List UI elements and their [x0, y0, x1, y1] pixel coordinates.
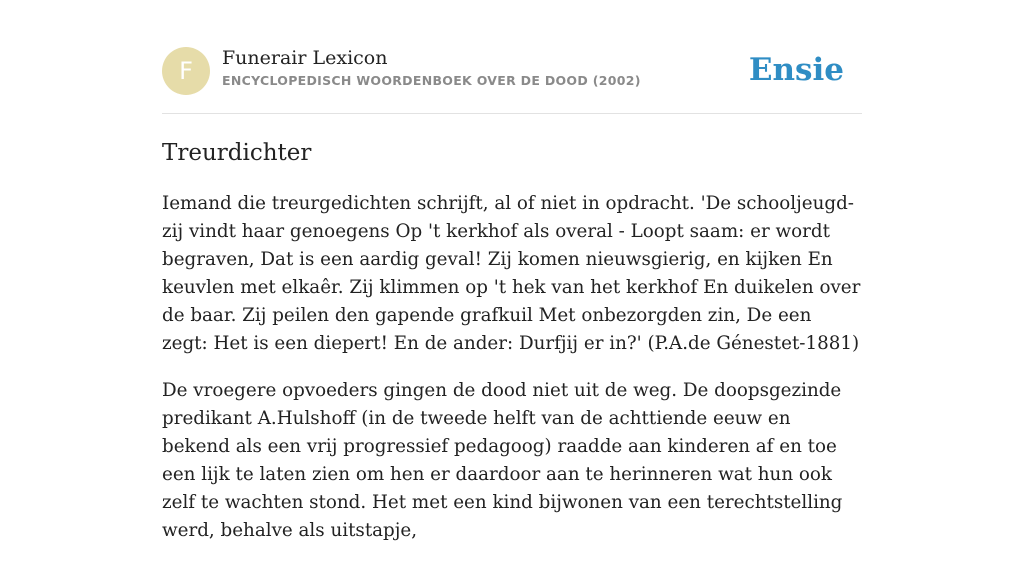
- entry-paragraph-2: De vroegere opvoeders gingen de dood niet uit de weg. De doopsgezinde predikant A.Hulshoff (in de tweede helft van de achttiende eeuw en bekend als een vrij progressief pedagoog) raadde aan kinderen af en toe een lijk te laten zien om hen er daardoor aan te herinneren wat hun ook zelf te wachten stond. Het met een kind bijwonen van een terechtstelling werd, behalve als uitstapje,: [162, 380, 843, 541]
- site-header: [162, 0, 862, 114]
- entry-paragraph-1: Iemand die treurgedichten schrijft, al of niet in opdracht. 'De schooljeugd- zij vindt haar genoegens Op 't kerkhof als overal - Loopt saam: er wordt begraven, Dat is een aardig geval! Zij komen nieuwsgierig, en kijken En keuvlen met elkaêr. Zij klimmen op 't hek van het kerkhof En duikelen over de baar. Zij peilen den gapende grafkuil Met onbezorgden zin, De een zegt: Het is een diepert! En de ander: Durfjij er in?' (P.A.de Génestet-1881): [162, 193, 861, 354]
- page-container: [162, 0, 862, 541]
- entry-body: [162, 190, 862, 564]
- source-title[interactable]: Funerair Lexicon: [222, 47, 388, 69]
- entry-title: Treurdichter: [162, 140, 312, 166]
- source-info: [222, 46, 641, 89]
- source-subtitle: ENCYCLOPEDISCH WOORDENBOEK OVER DE DOOD (2002): [222, 73, 641, 88]
- ensie-logo[interactable]: Ensie: [748, 52, 844, 88]
- source-avatar[interactable]: F: [162, 47, 210, 95]
